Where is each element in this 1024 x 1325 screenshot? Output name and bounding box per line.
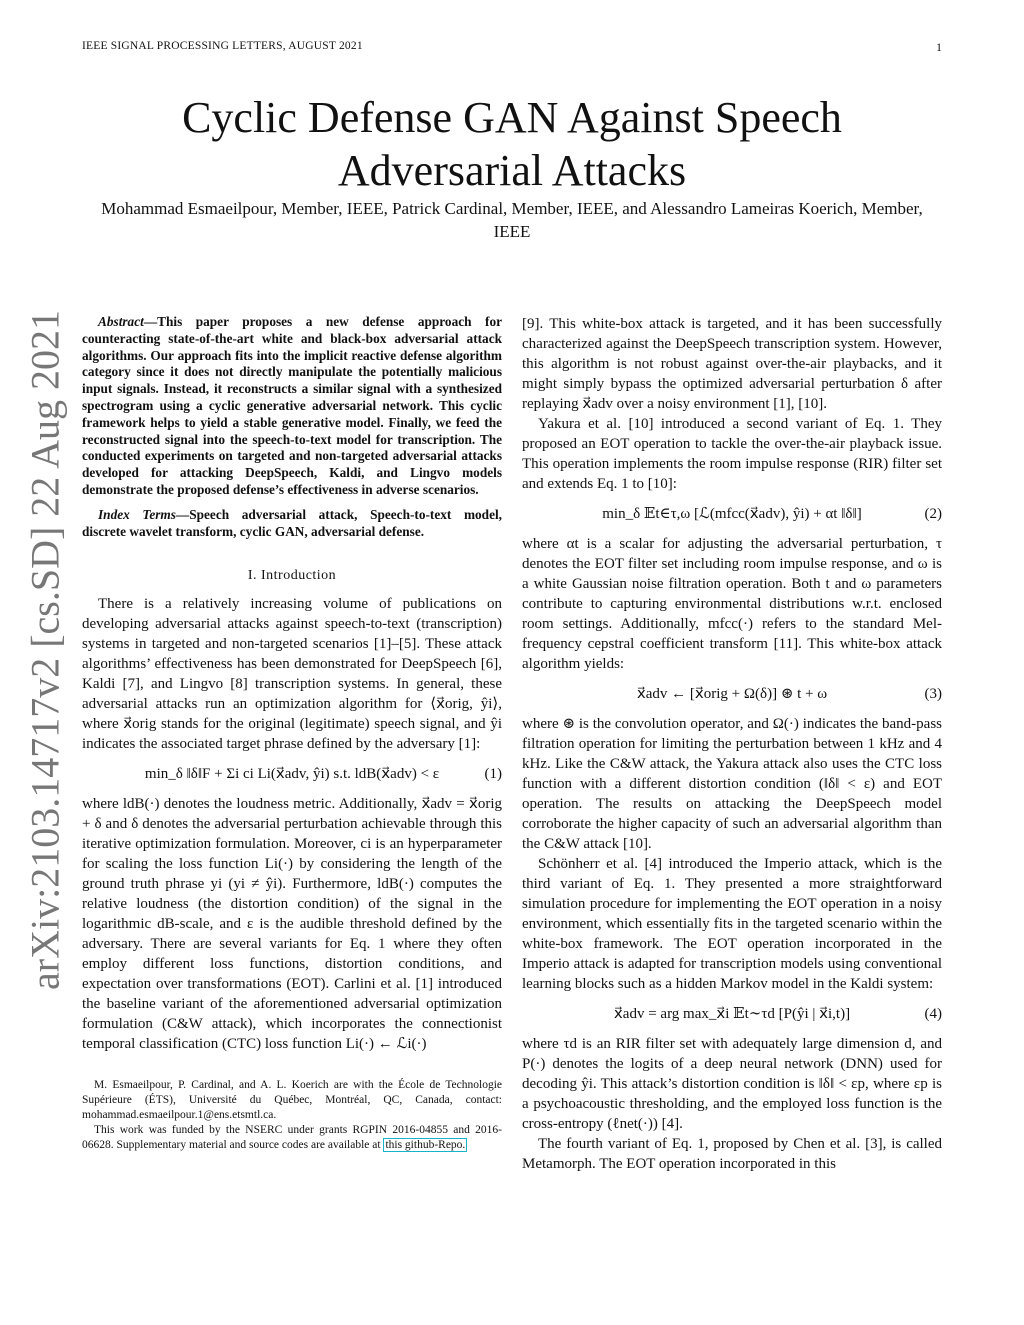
equation-3-number: (3) <box>924 686 942 702</box>
arxiv-stamp <box>20 310 70 990</box>
right-paragraph-5: Schönherr et al. [4] introduced the Imperio attack, which is the third variant of Eq. 1. They presented a more straightforward simulation procedure for implementing the EOT operation in a noisy environment, which essentially fits in the targeted scenario within the white-box framework. The EOT operation incorporated in the Imperio attack is adapted for transcription models using conventional learning blocks such as a hidden Markov model in the Kaldi system: <box>522 856 942 992</box>
footnotes <box>82 1078 502 1153</box>
right-column <box>522 314 942 1174</box>
github-repo-link[interactable]: this github-Repo. <box>385 1139 466 1152</box>
equation-4 <box>522 1004 942 1024</box>
right-paragraph-4: where ⊛ is the convolution operator, and Ω(·) indicates the band-pass filtration operation for limiting the perturbation between 1 kHz and 4 kHz. Like the C&W attack, the Yakura attack also uses the CTC loss function with a different distortion condition (‖δ‖ < ε) and EOT operation. The results on attacking the DeepSpeech model corroborate the higher capacity of such an adversarial algorithm than the C&W attack [10]. <box>522 716 942 852</box>
abstract-text: —This paper proposes a new defense approach for counteracting state-of-the-art white and black-box adversarial attack algorithms. Our approach fits into the implicit reactive defense algorithm category since it does not directly manipulate the potentially malicious input signals. Instead, it reconstructs a similar signal with a synthesized spectrogram using a cyclic generative adversarial network. This cyclic framework helps to yield a stable generative model. Finally, we feed the reconstructed signal into the speech-to-text model for transcription. The conducted experiments on targeted and non-targeted adversarial attacks developed for attacking DeepSpeech, Kaldi, and Lingvo models demonstrate the proposed defense’s effectiveness in adverse scenarios. <box>82 314 502 497</box>
equation-2-body: min_δ 𝔼t∈τ,ω [ℒ(mfcc(x⃗adv), ŷi) + αt ‖δ‖] <box>602 506 862 522</box>
equation-1-body: min_δ ‖δ‖F + Σi ci Li(x⃗adv, ŷi) s.t. ldB(x⃗adv) < ε <box>144 766 440 783</box>
footnote-funding-text: This work was funded by the NSERC under grants RGPIN 2016-04855 and 2016-06628. Supplementary material and source codes are available at <box>82 1124 502 1152</box>
left-column <box>82 314 502 1153</box>
running-header: IEEE SIGNAL PROCESSING LETTERS, AUGUST 2021 <box>82 40 363 52</box>
index-terms-text: —Speech adversarial attack, Speech-to-text model, discrete wavelet transform, cyclic GAN, adversarial defense. <box>82 506 502 539</box>
paper-title: Cyclic Defense GAN Against Speech Adversarial Attacks <box>182 93 842 195</box>
equation-3-body: x⃗adv ← [x⃗orig + Ω(δ)] ⊛ t + ω <box>636 686 828 702</box>
right-paragraph-7: The fourth variant of Eq. 1, proposed by Chen et al. [3], is called Metamorph. The EOT operation incorporated in this <box>522 1136 942 1172</box>
equation-1-number: (1) <box>484 766 502 783</box>
right-paragraph-3: where αt is a scalar for adjusting the adversarial perturbation, τ denotes the EOT filter set including room impulse response, and ω is a white Gaussian noise filtration operation. Both t and ω parameters contribute to capturing environmental distributions w.r.t. enclosed room settings. Additionally, mfcc(·) refers to the standard Mel-frequency cepstral coefficient transform [11]. This white-box attack algorithm yields: <box>522 536 942 672</box>
right-paragraph-1: [9]. This white-box attack is targeted, and it has been successfully characterized against the DeepSpeech transcription system. However, this algorithm is not robust against over-the-air playbacks, and it might simply bypass the optimized adversarial perturbation δ after replaying x⃗adv over a noisy environment [1], [10]. <box>522 316 942 412</box>
right-paragraph-6: where τd is an RIR filter set with adequately large dimension d, and P(·) denotes the logits of a deep neural network (DNN) used for decoding ŷi. This attack’s distortion condition is ‖δ‖ < εp, where εp is a psychoacoustic thresholding, and the employed loss function is the cross-entropy (ℓnet(·)) [4]. <box>522 1036 942 1132</box>
index-terms <box>82 507 502 541</box>
section-heading-introduction: I. Introduction <box>247 568 337 584</box>
equation-2-number: (2) <box>924 506 942 522</box>
footnote-funding <box>82 1123 502 1153</box>
equation-1 <box>82 764 502 784</box>
equation-4-number: (4) <box>924 1006 942 1022</box>
arxiv-identifier: arXiv:2103.14717v2 [cs.SD] 22 Aug 2021 <box>22 310 68 990</box>
intro-paragraph-1: There is a relatively increasing volume of publications on developing adversarial attacks against speech-to-text (transcription) systems in targeted and non-targeted scenarios [1]–[5]. These attack algorithms’ effectiveness has been demonstrated for DeepSpeech [6], Kaldi [7], and Lingvo [8] transcription systems. In general, these adversarial attacks run an optimization algorithm for ⟨x⃗orig, ŷi⟩, where x⃗orig stands for the original (legitimate) speech signal, and ŷi indicates the associated target phrase defined by the adversary [1]: <box>82 596 502 753</box>
intro-paragraph-2: where ldB(·) denotes the loudness metric. Additionally, x⃗adv = x⃗orig + δ and δ denotes the adversarial perturbation achievable through this iterative optimization formulation. Moreover, ci is an hyperparameter for scaling the loss function Li(·) by considering the length of the ground truth phrase yi (yi ≠ ŷi). Furthermore, ldB(·) computes the relative loudness (the distortion condition) of the signal in the logarithmic dB-scale, and ε is the audible threshold defined by the adversary. There are several variants for Eq. 1 where they often employ different loss functions, distortion conditions, and expectation over transformations (EOT). Carlini et al. [1] introduced the baseline variant of the aforementioned adversarial optimization formulation (C&W attack), which incorporates the connectionist temporal classification (CTC) loss function Li(·) ← ℒi(·) <box>82 796 502 1053</box>
abstract-label: Abstract <box>98 314 144 329</box>
right-paragraph-2: Yakura et al. [10] introduced a second variant of Eq. 1. They proposed an EOT operation to tackle the over-the-air playback issue. This operation implements the room impulse response (RIR) filter set and extends Eq. 1 to [10]: <box>522 416 942 492</box>
equation-4-body: x⃗adv = arg max_x⃗i 𝔼t∼τd [P(ŷi | x⃗i,t)] <box>613 1006 851 1022</box>
footnote-affiliation: M. Esmaeilpour, P. Cardinal, and A. L. Koerich are with the École de Technologie Supérieure (ÉTS), Université du Québec, Montréal, QC, Canada, contact: mohammad.esmaeilpour.1@ens.etsmtl.ca. <box>82 1079 502 1122</box>
page-number: 1 <box>936 40 942 54</box>
equation-2 <box>522 504 942 524</box>
index-terms-label: Index Terms <box>98 506 176 522</box>
author-list: Mohammad Esmaeilpour, Member, IEEE, Patrick Cardinal, Member, IEEE, and Alessandro Lameiras Koerich, Member, IEEE <box>101 199 923 241</box>
equation-3 <box>522 684 942 704</box>
abstract <box>82 314 502 499</box>
